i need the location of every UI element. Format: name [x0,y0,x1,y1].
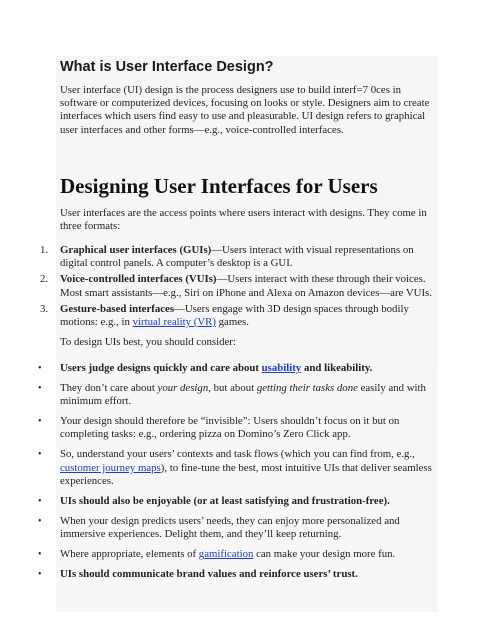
bold-text: Users judge designs quickly and care about [60,362,262,374]
item-text: —Users engage with 3D design spaces through bodily motions: e.g., in [60,302,409,329]
bullet-icon: • [38,515,42,527]
list-item [0,244,440,270]
list-item [0,548,440,561]
bold-text: UIs should also be enjoyable (or at least satisfying and frustration-free). [60,494,390,507]
link-usability[interactable]: usability [261,362,302,374]
heading-designing-uis: Designing User Interfaces for Users [60,174,378,198]
list-item [0,362,440,375]
bold-text: and likeability. [301,362,373,374]
item-text: —Users interact with visual representations on digital control panels. A computer’s desktop is a GUI. [60,244,414,270]
item-text: games. [215,316,249,329]
link-gamification[interactable]: gamification [198,548,254,561]
heading-what-is-ui-design: What is User Interface Design? [60,59,274,75]
list-item [0,415,440,441]
item-title: Graphical user interfaces (GUIs) [60,244,212,256]
item-title: Voice-controlled interfaces (VUIs) [60,273,217,286]
list-item [0,515,440,541]
text: When your design predicts users’ needs, they can enjoy more personalized and immersive experiences. Delight them, and they’ll keep returning. [60,514,400,541]
list-item [0,568,440,581]
considerations-list [0,362,440,588]
italic-text: your design [157,382,209,394]
text: They don’t care about [60,382,158,394]
bullet-icon: • [38,416,42,428]
link-customer-journey-maps[interactable]: customer journey maps [60,461,161,474]
bullet-icon: • [38,449,42,461]
item-text: —Users interact with these through their voices. Most smart assistants—e.g., Siri on iPhone and Alexa on Amazon devices—are VUIs. [60,273,432,299]
bullet-icon: • [38,383,42,394]
text: can make your design more fun. [253,548,396,561]
paragraph-definition: User interface (UI) design is the process designers use to build interf=7 0ces in software or computerized devices, focusing on looks or style. Designers aim to create interfaces which users find easy to use and pleasurable. UI design refers to graphical user interfaces and other forms—e.g., voice-controlled interfaces. [60,84,430,136]
text: ), to fine-tune the best, most intuitive UIs that deliver seamless experiences. [60,461,432,487]
text: So, understand your users’ contexts and task flows (which you can find from, e.g., [60,448,415,461]
bullet-icon: • [38,363,42,374]
text: easily and with minimum effort. [60,382,426,408]
paragraph-intro: User interfaces are the access points where users interact with designs. They come in three formats: [60,207,427,233]
list-item [0,448,440,488]
list-number: 1. [40,244,49,256]
link-virtual-reality[interactable]: virtual reality (VR) [132,316,216,329]
bullet-icon: • [38,569,42,581]
text: Your design should therefore be “invisible”: Users shouldn’t focus on it but on completing tasks: e.g., ordering pizza on Domino’s Zero Click app. [60,415,400,441]
list-number: 3. [40,302,49,315]
bullet-icon: • [38,549,42,561]
paragraph-consider: To design UIs best, you should consider: [60,336,236,348]
list-item [0,273,440,299]
list-item [0,382,440,408]
italic-text: getting their tasks done [256,382,358,394]
text: , but about [208,382,257,394]
bullet-icon: • [38,495,42,507]
interface-types-list [0,244,440,332]
bold-text: UIs should communicate brand values and reinforce users’ trust. [60,568,358,581]
text: Where appropriate, elements of [60,548,199,561]
list-item [0,303,440,329]
list-item [0,495,440,508]
list-number: 2. [40,273,49,286]
item-title: Gesture-based interfaces [60,302,175,315]
